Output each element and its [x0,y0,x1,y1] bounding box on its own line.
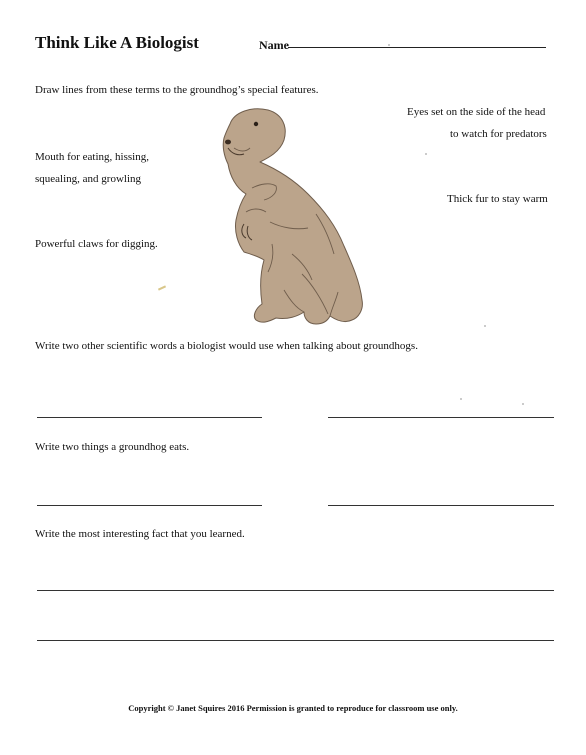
term-eyes-line2: to watch for predators [450,128,547,140]
question-interesting-fact: Write the most interesting fact that you learned. [35,528,245,540]
draw-lines-instruction: Draw lines from these terms to the groundhog’s special features. [35,84,319,96]
question-groundhog-eats: Write two things a groundhog eats. [35,441,190,453]
name-label: Name [259,38,289,52]
copyright-footer: Copyright © Janet Squires 2016 Permission is granted to reproduce for classroom use only. [128,703,458,713]
term-fur: Thick fur to stay warm [447,193,548,205]
answer-line-fact-1[interactable] [37,590,554,591]
answer-line-fact-2[interactable] [37,640,554,641]
answer-line-eats-1[interactable] [37,505,262,506]
groundhog-eye [254,122,258,126]
groundhog-illustration [212,104,372,328]
worksheet-title: Think Like A Biologist [35,33,199,52]
term-claws: Powerful claws for digging. [35,238,158,250]
answer-line-scientific-2[interactable] [328,417,554,418]
answer-line-scientific-1[interactable] [37,417,262,418]
answer-line-eats-2[interactable] [328,505,554,506]
term-eyes-line1: Eyes set on the side of the head [407,106,546,118]
scan-speck [522,403,524,405]
scan-speck [388,44,390,46]
scan-mark [158,285,166,290]
term-mouth-line2: squealing, and growling [35,173,142,185]
scan-speck [425,153,427,155]
name-line[interactable] [288,47,546,48]
scan-speck [484,325,486,327]
question-scientific-words: Write two other scientific words a biologist would use when talking about groundhogs. [35,340,418,352]
term-mouth-line1: Mouth for eating, hissing, [35,151,149,163]
scan-speck [460,398,462,400]
